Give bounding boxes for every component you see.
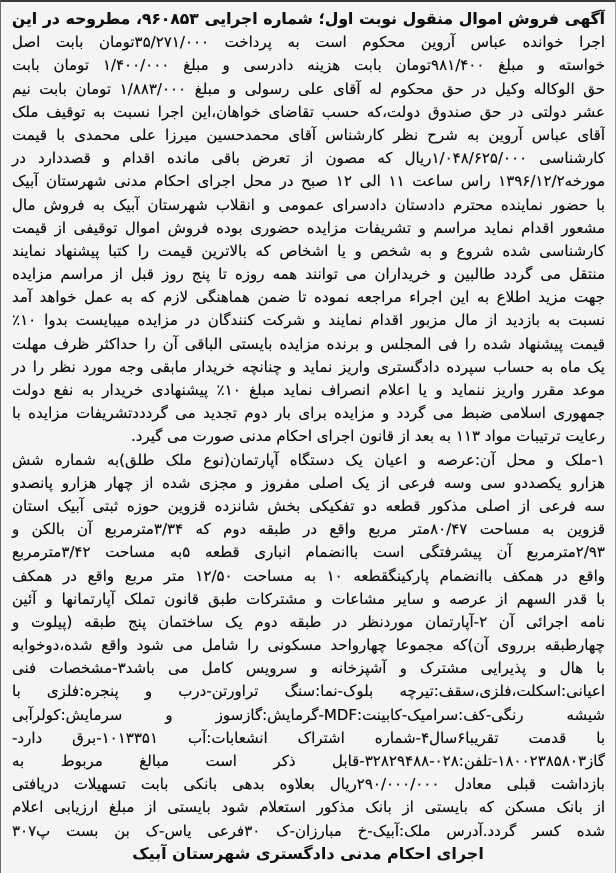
notice-line-text: هزارو یکصددو سی وسه فرعی از یک اصلی مفروز و مجزی شده از چهار هزارو پانصدو: [12, 473, 605, 492]
notice-line-text: نسبت به بازدید از مال مزبور اقدام نمایند و شرکت کنندگان در مزایده میبایست بدوا ۱۰٪: [12, 311, 605, 330]
notice-line-text: واقع در همکف باانضمام پارکینگقطعه ۱۰ به مساحت ۱۲/۵۰ متر مربع واقع در همکف: [11, 566, 605, 585]
notice-signature-text: اجرای احکام مدنی دادگستری شهرستان آبیک: [132, 843, 484, 863]
notice-line: [11, 146, 605, 169]
notice-line-text: نامه اجرائی آن ۲-آپارتمان موردنظر در طبقه دوم یک ساختمان پنج طبقه (پیلوت و: [11, 612, 605, 631]
notice-line: [11, 193, 605, 216]
notice-line: [11, 285, 605, 308]
notice-line-text: شیشه رنگی-کف:سرامیک-کابینت:MDF-گرمایش:گازسوز و سرمایش:کولرآبی: [11, 705, 605, 724]
notice-line: [11, 656, 605, 679]
notice-line-text: بازداشت قبلی معادل ۲۹۰/۰۰۰/۰۰۰ریال بعلاوه بدهی بانکی بابت تسهیلات دریافتی: [12, 775, 605, 794]
notice-line-text: موعد مقرر واریز ننماید و یا اعلام انصراف نماید مبلغ ۱۰٪ پیشنهادی خریدار به نفع دولت: [12, 381, 605, 399]
notice-line: [11, 77, 605, 100]
notice-signature: [11, 842, 605, 865]
notice-line: [11, 517, 605, 540]
notice-line-text: ۱-ملک و محل آن:عرصه و اعیان یک دستگاه آپارتمان(نوع ملک طلق)به شماره شش: [12, 450, 605, 469]
notice-line: [11, 169, 605, 192]
notice-line: [11, 355, 605, 378]
notice-line-text: اعیانی:اسکلت،فلزی،سقف:تیرچه بلوک-نما:سنگ تراورتن-درب و پنجره:فلزی با: [12, 682, 605, 701]
notice-line: [11, 239, 605, 262]
notice-line-text: آقای عباس آروین به شرح نظر کارشناس آقای محمدحسین میرزا علی محمدی با قیمت: [12, 125, 605, 144]
notice-title: [11, 7, 605, 30]
notice-line: [11, 795, 605, 818]
notice-line: [11, 123, 605, 146]
notice-line: [11, 726, 605, 749]
notice-line-text: کارشناسی ۱/۰۴۸/۶۲۵/۰۰۰ریال که مصون از تعرض باقی مانده اقدام و قصددارد در: [12, 149, 605, 168]
notice-line-text: با قدر السهم از عرصه و سایر مشاعات و مشترکات طبق قانون تملک آپارتمانها و آئین: [12, 589, 605, 608]
notice-line-text: شده کسر گردد.آدرس ملک:آبیک-خ مبارزان-ک ۳۰فرعی یاس-ک بن بست پ۳۰۷: [12, 821, 605, 840]
notice-line: [11, 587, 605, 610]
notice-line-text: یک ماه به حساب سپرده دادگستری واریز نماید و چنانچه خریدار مابقی وجه مورد نظر را در: [12, 357, 605, 376]
notice-line-text: قزوین به مساحت ۸۰/۴۷متر مربع واقع در طبقه دوم که ۳/۳۴مترمربع آن بالکن و: [12, 520, 605, 539]
notice-line-text: قیمت پیشنهاد شده را فی المجلس و برنده مزایده بایستی الباقی آن را حداکثر ظرف مهلت: [12, 334, 605, 353]
notice-line-text: رعایت ترتیبات مواد ۱۱۳ به بعد از قانون اجرای احکام مدنی صورت می گیرد.: [131, 427, 605, 446]
notice-line: [11, 53, 605, 76]
notice-line-text: گاز۱۸۰۰۲۳۸۵۸۰۳-تلفن:۰۲۸-۳۲۸۲۹۴۸۸-قابل ذکر است مبالغ مربوط به: [12, 752, 605, 770]
notice-line: [11, 378, 605, 401]
notice-line: [11, 262, 605, 285]
notice-line: [11, 494, 605, 517]
notice-line: [11, 633, 605, 656]
notice-line-text: منتقل می گردد طالبین و خریداران می توانند همه روزه تا پنج روز قبل از مراسم مزایده: [12, 265, 605, 284]
notice-line: [11, 401, 605, 424]
notice-line-text: حق الوکاله وکیل در حق محکوم له آقای علی رسولی و مبلغ ۱/۸۸۳/۰۰۰ تومان بابت نیم: [11, 79, 605, 98]
notice-line: [11, 216, 605, 239]
notice-line-text: از بانک مسکن که بایستی از بانک مذکور استعلام شود بایستی از مبلغ ارزیابی اعلام: [12, 798, 605, 817]
notice-line-text: جمهوری اسلامی ضبط می گردد و مزایده برای بار دوم تجدید می گردددتشریفات مزایده با: [12, 404, 605, 423]
notice-line-text: با قدمت تقریبا۶سال۴-شماره اشتراک انشعابات:آب ۱۰۱۳۳۵۱-برق دارد-: [11, 728, 605, 747]
notice-line: [11, 749, 605, 772]
notice-line: [11, 703, 605, 726]
notice-line: [11, 308, 605, 331]
notice-line: [11, 679, 605, 702]
notice-line-text: عشر دولتی در حق صندوق دولت،که حسب تقاضای خواهان،این اجرا نسبت به توقیف ملک: [12, 102, 605, 121]
notice-line-text: با هال و پذیرایی مشترک و آشپزخانه و سرویس کامل می باشد۳-مشخصات فنی: [11, 659, 605, 678]
notice-line-text: چهارطبقه برروی آن)که مجموعا چهارواحد مسکونی را شامل می شود واقع شده،دوخوابه: [12, 636, 605, 655]
notice-line: [11, 540, 605, 563]
notice-line: [11, 30, 605, 53]
notice-line-text: مورخه۱۳۹۶/۱۲/۲ راس ساعت ۱۱ الی ۱۲ صبح در محل اجرای احکام مدنی شهرستان آبیک: [12, 172, 605, 191]
notice-line: [11, 448, 605, 471]
notice-line-text: اجرا خوانده عباس آروین محکوم است به پرداخت ۳۵/۲۷۱/۰۰۰تومان بابت اصل: [12, 33, 605, 52]
notice-line: [11, 332, 605, 355]
notice-line: [11, 471, 605, 494]
notice-line-text: مشعور اقدام نماید مراسم و تشریفات مزایده حضوری بوده فروش اموال توقیفی از قیمت: [12, 218, 605, 237]
notice-line-text: ۲/۹۳مترمربع آن پیشرفتگی است باانضمام انباری قطعه ۵به مساحت ۳/۴۲مترمربع: [12, 543, 605, 562]
notice-line-text: کارشناسی شده شروع و به شخص و یا اشخاص که بالاترین قیمت را کتبا پیشنهاد نمایند: [12, 241, 605, 260]
notice-title-text: آگهی فروش اموال منقول نوبت اول؛ شماره اجرایی ۹۶۰۸۵۳، مطروحه در این: [12, 10, 605, 28]
notice-line: [11, 100, 605, 123]
notice-line: [11, 819, 605, 842]
notice-line-text: سه فرعی از اصلی مذکور قطعه دو تفکیکی بخش شانزده قزوین حوزه ثبتی آبیک استان: [12, 496, 605, 515]
notice-line-text: خواسته و مبلغ ۹۸۱/۴۰۰تومان بابت هزینه دادرسی و مبلغ ۱/۴۰۰/۰۰۰ تومان بابت: [12, 56, 605, 75]
notice-line: [11, 424, 605, 447]
notice-line-text: جهت مزید اطلاع به این اجراء مراجعه نموده تا ضمن هماهنگی لازم که به عمل خواهد آمد: [12, 288, 605, 307]
notice-line-text: با حضور نماینده محترم دادستان دادسرای عمومی و انقلاب شهرستان آبیک به فروش مال: [12, 195, 605, 214]
notice-line: [11, 564, 605, 587]
notice-line: [11, 610, 605, 633]
auction-notice: [11, 7, 605, 865]
notice-line: [11, 772, 605, 795]
